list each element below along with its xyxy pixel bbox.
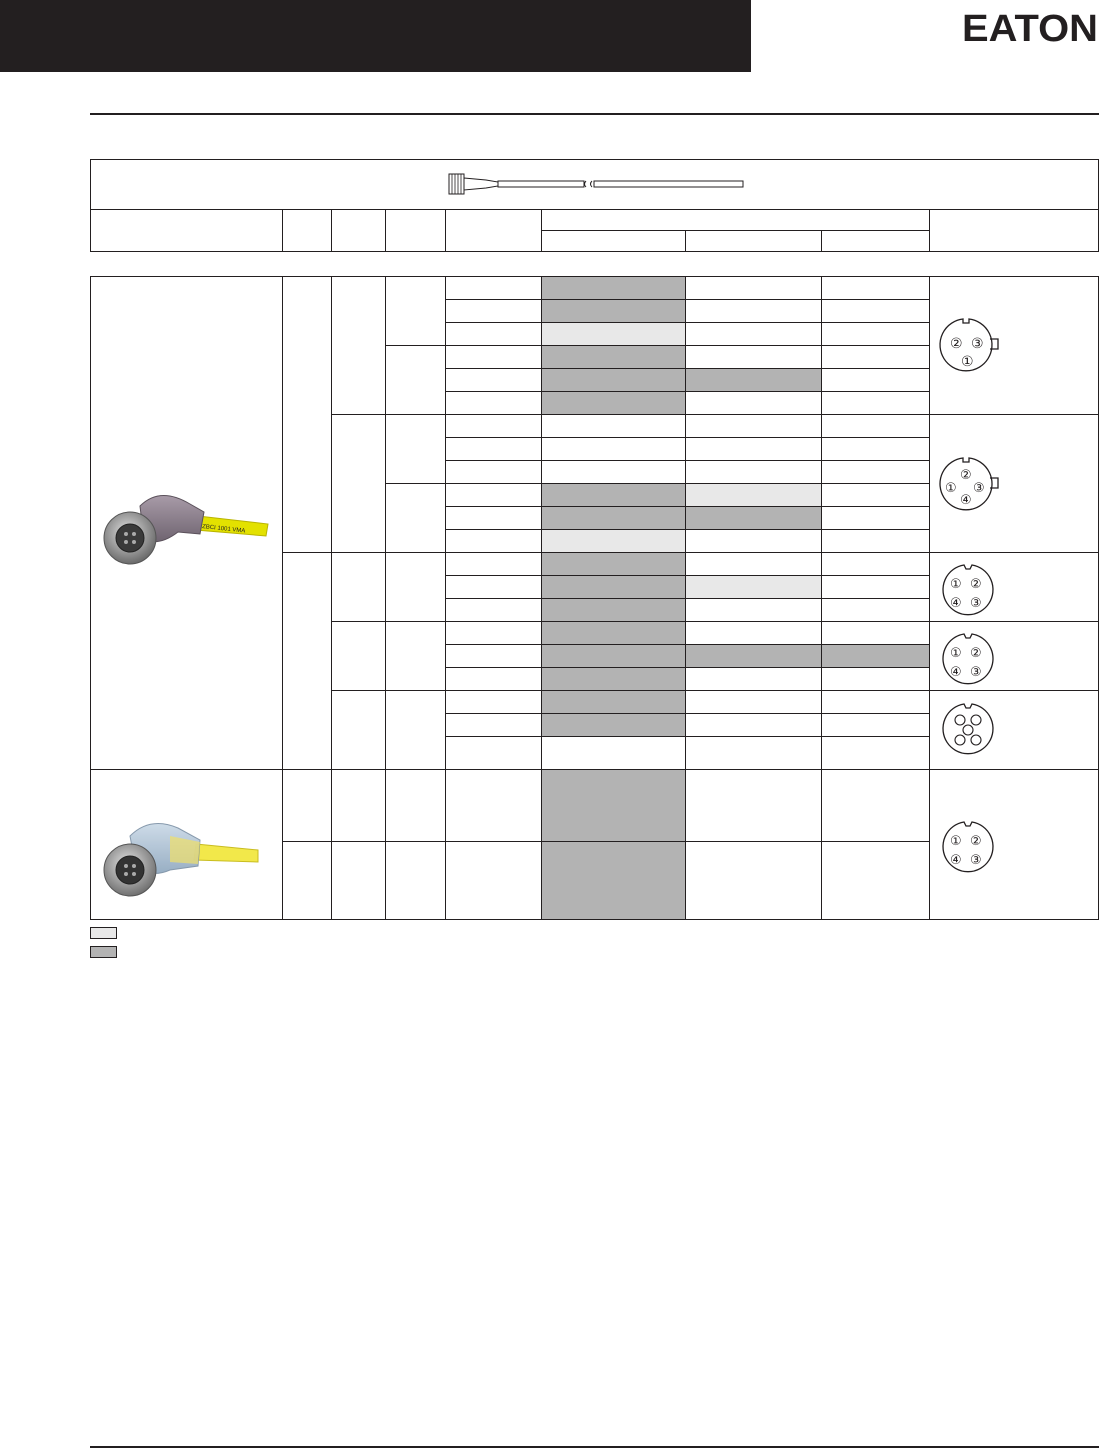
col-line — [385, 276, 386, 920]
cable-segment — [594, 181, 743, 187]
row-line — [331, 690, 1099, 691]
top-rule — [90, 113, 1099, 115]
row-line — [445, 391, 929, 392]
pin-label: ① — [950, 834, 962, 849]
header-bar — [0, 0, 751, 72]
row-line — [445, 529, 929, 530]
row-line — [445, 644, 929, 645]
pin-label: ① — [961, 354, 974, 370]
pin-label: ③ — [971, 336, 984, 352]
col-line — [282, 276, 283, 920]
row-line — [445, 460, 929, 461]
row-line — [385, 345, 929, 346]
cable-diagram — [446, 172, 746, 196]
col-line — [929, 276, 930, 920]
row-line — [282, 841, 929, 842]
row-line — [331, 621, 1099, 622]
pin-label: ③ — [970, 596, 982, 611]
row-line — [282, 552, 1099, 553]
header-col-line — [282, 209, 283, 251]
pinout-5-pin — [940, 700, 996, 756]
row-line — [445, 368, 929, 369]
col-line — [331, 276, 332, 920]
pin-label: ② — [970, 577, 982, 592]
connector-nut — [449, 174, 464, 194]
pinout-4-pin-d — [940, 818, 996, 874]
bottom-rule — [90, 1446, 1099, 1448]
header-col-line — [929, 209, 930, 251]
pin-label: ② — [970, 834, 982, 849]
pinout-3-pin — [935, 315, 1003, 375]
pinout-4-pin-b — [940, 561, 996, 617]
cable-print: ZBCI 1001 VMA — [201, 524, 246, 535]
header-col-line — [821, 230, 822, 251]
pin-label: ① — [945, 481, 957, 496]
pin-label: ④ — [950, 665, 962, 680]
pinout-4-pin-a — [935, 454, 1003, 514]
pinout-4-pin-c — [940, 630, 996, 686]
pin-label: ③ — [973, 481, 985, 496]
product-image-connector-molded — [100, 798, 270, 906]
header-divider — [90, 209, 1099, 210]
logo-text: EATON — [962, 10, 1098, 44]
row-line — [445, 437, 929, 438]
socket-face — [116, 856, 144, 884]
pin-label: ② — [960, 468, 972, 483]
pin-label: ② — [970, 646, 982, 661]
socket-face — [116, 524, 144, 552]
pin-label: ① — [950, 577, 962, 592]
pin-label: ③ — [970, 665, 982, 680]
header-col-line — [685, 230, 686, 251]
pin-label: ④ — [960, 493, 972, 508]
row-line — [445, 322, 929, 323]
row-line — [331, 414, 1099, 415]
pin-label: ④ — [950, 596, 962, 611]
connector-body — [464, 178, 498, 190]
row-line — [445, 598, 929, 599]
pin-label: ③ — [970, 853, 982, 868]
header-subdivider — [541, 230, 929, 231]
pin-label: ② — [950, 336, 963, 352]
header-col-line — [385, 209, 386, 251]
legend-swatch-light — [90, 927, 117, 939]
yellow-cable — [194, 844, 258, 862]
pin-label: ④ — [950, 853, 962, 868]
product-image-connector-cable — [100, 476, 272, 572]
eaton-logo — [962, 10, 1098, 44]
header-col-line — [445, 209, 446, 251]
row-line — [445, 667, 929, 668]
header-col-line — [331, 209, 332, 251]
row-line — [445, 713, 929, 714]
row-line — [445, 299, 929, 300]
row-line — [445, 575, 929, 576]
pin-label: ① — [950, 646, 962, 661]
legend-swatch-dark — [90, 946, 117, 958]
row-line — [385, 483, 929, 484]
cable-segment — [498, 181, 584, 187]
row-line — [445, 506, 929, 507]
row-line — [445, 736, 929, 737]
row-line — [90, 769, 1099, 770]
